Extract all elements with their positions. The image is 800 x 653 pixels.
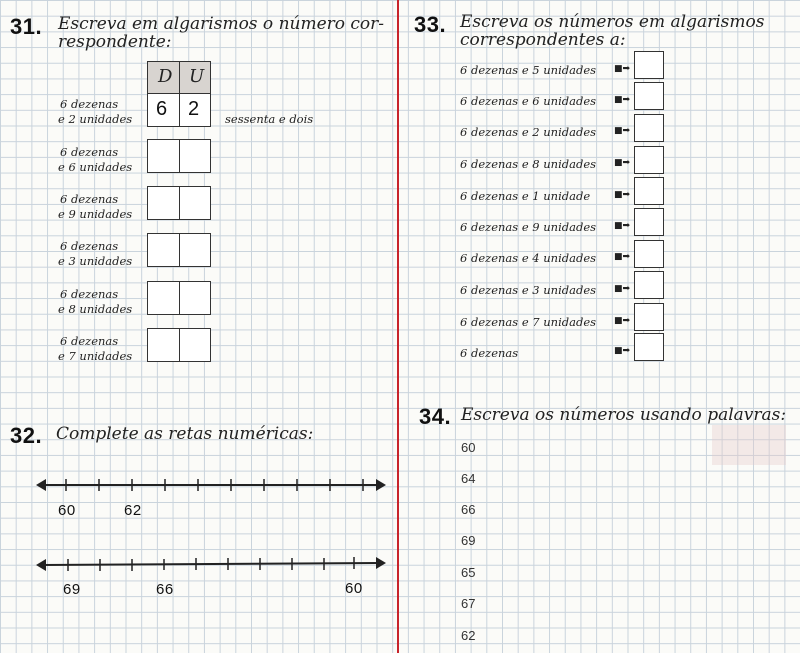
ex31-number: 31. <box>10 14 43 39</box>
ex34-title: Escreva os números usando palavras: <box>461 405 787 425</box>
right-arrow-icon <box>376 557 386 569</box>
ex34-number-1: 60 <box>461 440 476 455</box>
col-u-header: U <box>189 66 205 87</box>
arrow-right-icon: ■➡ <box>614 158 631 168</box>
ex33-item3-answer-box[interactable] <box>634 114 664 142</box>
arrow-right-icon: ■➡ <box>614 64 631 74</box>
arrow-right-icon: ■➡ <box>614 284 631 294</box>
ex31-item4-line2: e 8 unidades <box>58 302 133 316</box>
page-divider <box>397 0 399 653</box>
ex31-item5-line1: 6 dezenas <box>60 334 119 348</box>
ex31-item5-line2: e 7 unidades <box>58 349 133 363</box>
ex31-example-line1: 6 dezenas <box>60 97 119 111</box>
ex33-item9-label: 6 dezenas e 7 unidades <box>460 315 597 329</box>
arrow-right-icon: ■➡ <box>614 316 631 326</box>
ex31-item1-line1: 6 dezenas <box>60 145 119 159</box>
ex33-item5-answer-box[interactable] <box>634 177 664 205</box>
col-d-header: D <box>158 66 173 87</box>
arrow-right-icon: ■➡ <box>614 346 631 356</box>
ex33-title-line1: Escreva os números em algarismos <box>460 12 765 32</box>
ex34-number-6: 67 <box>461 596 476 611</box>
line2-label-60: 60 <box>345 580 363 597</box>
ex31-item3-line1: 6 dezenas <box>60 239 119 253</box>
ex33-item1-label: 6 dezenas e 5 unidades <box>460 63 597 77</box>
arrow-right-icon: ■➡ <box>614 126 631 136</box>
ex33-item4-label: 6 dezenas e 8 unidades <box>460 157 597 171</box>
ex31-item3-line2: e 3 unidades <box>58 254 133 268</box>
number-line-1 <box>36 474 386 496</box>
ex31-title-line2: respondente: <box>58 32 172 52</box>
number-line-2 <box>36 554 386 576</box>
ex34-number-3: 66 <box>461 502 476 517</box>
ex33-item5-label: 6 dezenas e 1 unidade <box>460 189 591 203</box>
ex31-item2-line2: e 9 unidades <box>58 207 133 221</box>
left-arrow-icon <box>36 559 46 571</box>
ex31-item2-answer-box[interactable] <box>147 186 211 220</box>
ex33-item6-label: 6 dezenas e 9 unidades <box>460 220 597 234</box>
ex31-title-line1: Escreva em algarismos o número cor- <box>58 14 385 34</box>
line1-label-62: 62 <box>124 502 142 519</box>
ex31-item4-answer-box[interactable] <box>147 281 211 315</box>
ex33-title-line2: correspondentes a: <box>460 30 626 50</box>
ex33-item2-label: 6 dezenas e 6 unidades <box>460 94 597 108</box>
example-d-value: 6 <box>156 98 168 120</box>
arrow-right-icon: ■➡ <box>614 95 631 105</box>
ex31-example-line2: e 2 unidades <box>58 112 133 126</box>
ex33-item9-answer-box[interactable] <box>634 303 664 331</box>
right-arrow-icon <box>376 479 386 491</box>
arrow-right-icon: ■➡ <box>614 190 631 200</box>
ex34-number-4: 69 <box>461 533 476 548</box>
ex31-item1-line2: e 6 unidades <box>58 160 133 174</box>
ex34-number-2: 64 <box>461 471 476 486</box>
ex31-item1-answer-box[interactable] <box>147 139 211 173</box>
ex31-item4-line1: 6 dezenas <box>60 287 119 301</box>
ex33-item6-answer-box[interactable] <box>634 208 664 236</box>
ex32-number: 32. <box>10 423 43 448</box>
ex34-number: 34. <box>419 404 452 429</box>
arrow-right-icon: ■➡ <box>614 221 631 231</box>
ex31-example-words: sessenta e dois <box>225 112 314 126</box>
line2-label-69: 69 <box>63 581 81 598</box>
example-u-value: 2 <box>188 98 200 120</box>
ex33-item4-answer-box[interactable] <box>634 146 664 174</box>
ex33-number: 33. <box>414 12 447 37</box>
ex33-item3-label: 6 dezenas e 2 unidades <box>460 125 597 139</box>
ex31-item5-answer-box[interactable] <box>147 328 211 362</box>
ex32-title: Complete as retas numéricas: <box>56 424 314 444</box>
ex34-number-5: 65 <box>461 565 476 580</box>
ex33-item7-label: 6 dezenas e 4 unidades <box>460 251 597 265</box>
ex33-item2-answer-box[interactable] <box>634 82 664 110</box>
arrow-right-icon: ■➡ <box>614 252 631 262</box>
paper-stain <box>712 425 786 465</box>
line1-label-60: 60 <box>58 502 76 519</box>
ex33-item1-answer-box[interactable] <box>634 51 664 79</box>
ex34-number-7: 62 <box>461 628 476 643</box>
ex33-item8-answer-box[interactable] <box>634 271 664 299</box>
ex33-item10-answer-box[interactable] <box>634 333 664 361</box>
ex33-item8-label: 6 dezenas e 3 unidades <box>460 283 597 297</box>
line2-label-66: 66 <box>156 581 174 598</box>
ex33-item7-answer-box[interactable] <box>634 240 664 268</box>
place-value-table <box>147 61 211 127</box>
ex31-item2-line1: 6 dezenas <box>60 192 119 206</box>
left-arrow-icon <box>36 479 46 491</box>
ex31-item3-answer-box[interactable] <box>147 233 211 267</box>
ex33-item10-label: 6 dezenas <box>460 346 519 360</box>
